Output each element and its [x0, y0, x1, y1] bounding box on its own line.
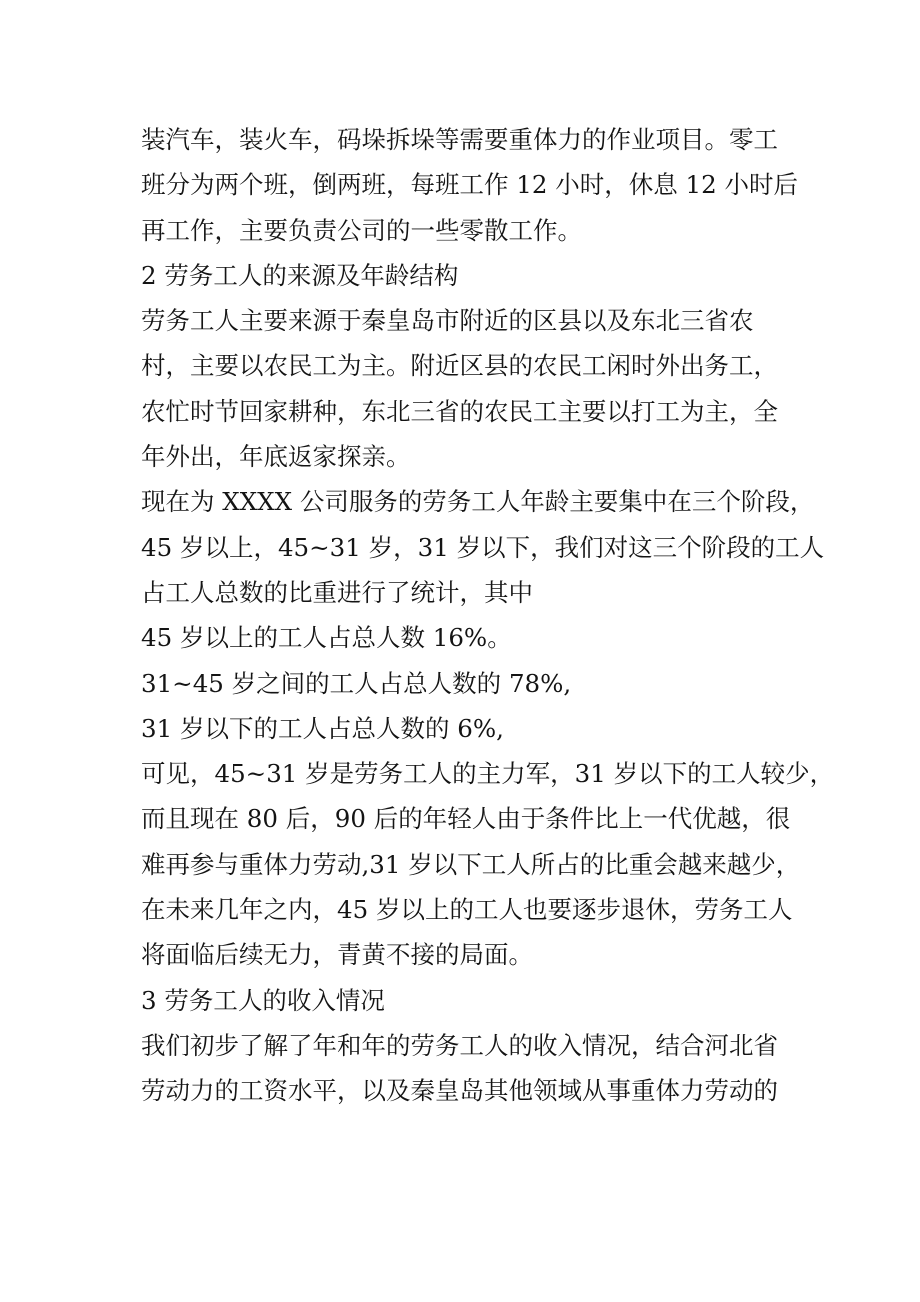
- document-body: [141, 117, 835, 1114]
- paragraph-line: 农忙时节回家耕种，东北三省的农民工主要以打工为主，全: [141, 396, 778, 426]
- paragraph-line: 将面临后续无力，青黄不接的局面。: [141, 940, 533, 970]
- paragraph-line: 现在为 XXXX 公司服务的劳务工人年龄主要集中在三个阶段，: [141, 487, 815, 517]
- section-heading: 3 劳务工人的收入情况: [141, 985, 385, 1015]
- statistic-line: 31 岁以下的工人占总人数的 6%,: [141, 713, 504, 743]
- paragraph-line: 劳务工人主要来源于秦皇岛市附近的区县以及东北三省农: [141, 306, 754, 336]
- paragraph-line: 村，主要以农民工为主。附近区县的农民工闲时外出务工，: [141, 351, 778, 381]
- paragraph-line: 装汽车，装火车，码垛拆垛等需要重体力的作业项目。零工: [141, 125, 778, 154]
- paragraph-line: 45 岁以上，45~31 岁，31 岁以下，我们对这三个阶段的工人: [141, 532, 825, 562]
- paragraph-line: 年外出，年底返家探亲。: [141, 442, 411, 472]
- paragraph-line: 再工作，主要负责公司的一些零散工作。: [141, 215, 582, 245]
- paragraph-line: 而且现在 80 后，90 后的年轻人由于条件比上一代优越，很: [141, 804, 791, 834]
- statistic-line: 45 岁以上的工人占总人数 16%。: [141, 623, 512, 653]
- paragraph-line: 我们初步了解了年和年的劳务工人的收入情况，结合河北省: [141, 1030, 778, 1060]
- section-heading: 2 劳务工人的来源及年龄结构: [141, 260, 459, 290]
- paragraph-line: 难再参与重体力劳动,31 岁以下工人所占的比重会越来越少，: [141, 849, 801, 879]
- paragraph-line: 占工人总数的比重进行了统计，其中: [141, 577, 533, 607]
- paragraph-line: 劳动力的工资水平，以及秦皇岛其他领域从事重体力劳动的: [141, 1076, 778, 1106]
- paragraph-line: 可见，45~31 岁是劳务工人的主力军，31 岁以下的工人较少，: [141, 759, 835, 789]
- statistic-line: 31~45 岁之间的工人占总人数的 78%,: [141, 668, 572, 698]
- paragraph-line: 班分为两个班，倒两班，每班工作 12 小时，休息 12 小时后: [141, 170, 798, 200]
- paragraph-line: 在未来几年之内，45 岁以上的工人也要逐步退休，劳务工人: [141, 895, 793, 925]
